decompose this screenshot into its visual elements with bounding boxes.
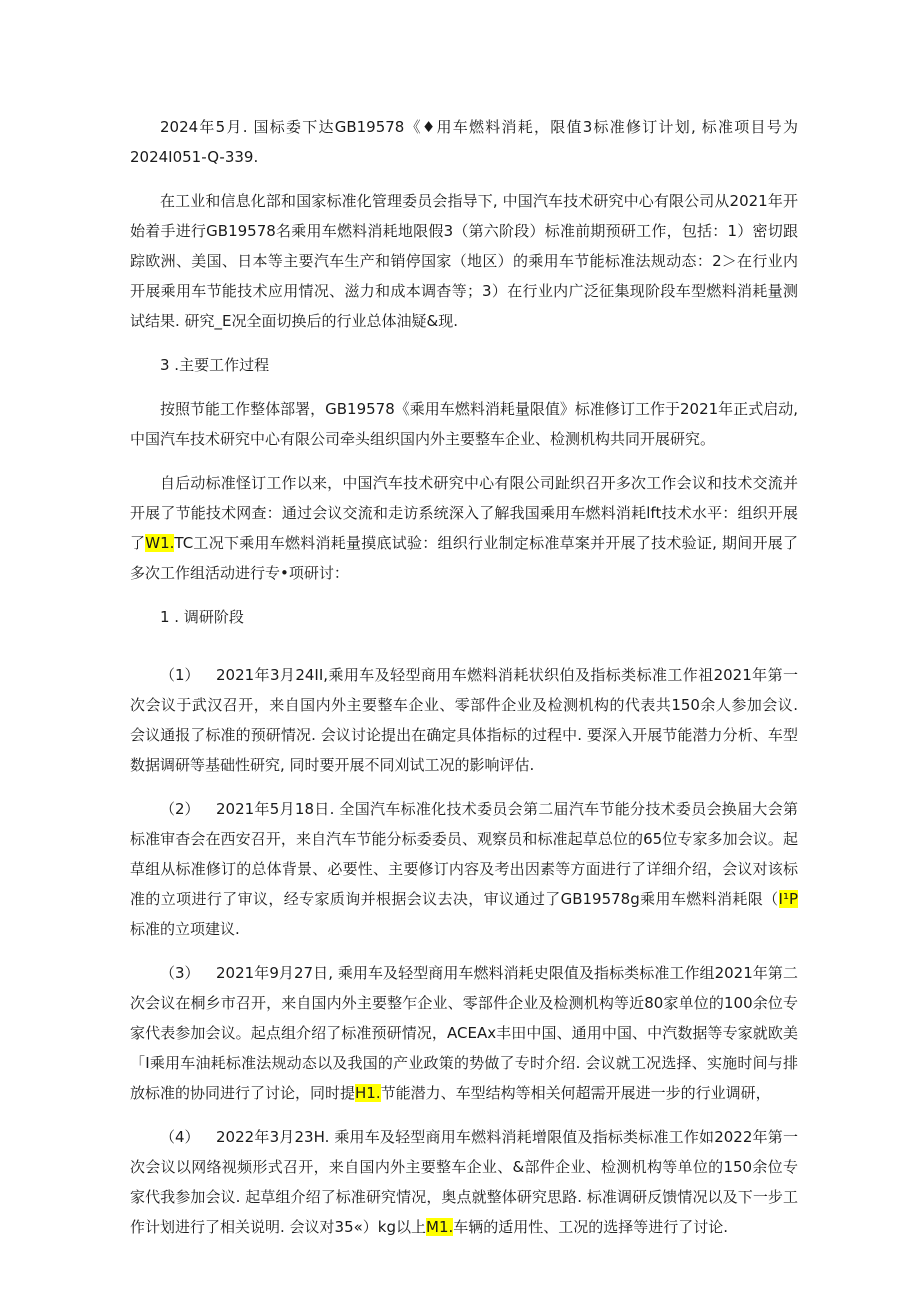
process-text-b: TC工况下乘用车燃料消耗量摸底试验：组织行业制定标准草案并开展了技术验证, 期间开展了多次工作组活动进行专•项研讨：	[130, 534, 798, 582]
paragraph-background: 在工业和信息化部和国家标准化管理委员会指导下, 中国汽车技术研究中心有限公司从2021年开始着手进行GB19578名乘用车燃料消耗地限假3（第六阶段）标准前期预研工作，包括：1）密切跟踪欧洲、美国、日本等主要汽车生产和销停国家（地区）的乘用车节能标准法规动态：2＞在行业内开展乘用车节能技术应用情况、滋力和成本调杳等；3）在行业内广泛征集现阶段车型燃料消耗量测试结果. 研究_E况全面切换后的行业总体油疑&现.	[130, 192, 798, 330]
item-2-text-a: 2021年5月18日. 全国汽车标准化技术委员会第二届汽车节能分技术委员会换届大会第标准审杳会在西安召开，来自汽车节能分标委委员、观察员和标准起草总位的65位专家多加会议。起草组从标准修订的总体背景、必要性、主要修订内容及考出因素等方面进行了详细介绍，会议对该标准的立项进行了审议，经专家质询并根据会议去决，审议通过了GB19578g乘用车燃料消耗限（	[130, 800, 798, 908]
paragraph-plan: 2024年5月. 国标委下达GB19578《♦用车燃料消耗，限值3标准修订计划, 标准项目号为2024I051-Q-339.	[130, 118, 798, 166]
highlight-mark: W1.	[145, 534, 175, 552]
process-text-a: 自后动标准怪订工作以来，中国汽车技术研究中心有限公司趾织召开多次工作会议和技术交流并开展了节能技术网查：通过会议交流和走访系统深入了解我国乘用车燃料消耗lft技术水平：组织开展了	[130, 474, 798, 552]
paragraph-process	[130, 468, 798, 588]
item-4-text-a: 2022年3月23H. 乘用车及轻型商用车燃料消耗增限值及指标类标准工作如2022年第一次会议以网络视频形式召开，来自国内外主要整车企业、&部件企业、检测机构等单位的150余位专家代我参加会议. 起草组介绍了标准研究情况，奥点就整体研究思路. 标准调研反馈情况以及下一步工作计划进行了相关说明. 会议对35«）kg以上	[130, 1128, 798, 1236]
heading-research-stage: 1 . 调研阶段	[160, 608, 244, 626]
item-1	[130, 660, 798, 780]
item-4	[130, 1122, 798, 1242]
document-page	[130, 112, 798, 1242]
item-1-number: （1）	[160, 666, 200, 684]
highlight-mark: M1.	[426, 1218, 454, 1236]
item-2-text-b: 标准的立项建议.	[130, 920, 240, 938]
item-3-number: （3）	[160, 964, 200, 982]
paragraph-launch: 按照节能工作整体部署，GB19578《乘用车燃料消耗量限值》标准修订工作于2021年正式启动, 中国汽车技术研究中心有限公司牵头组织国内外主要整车企业、检测机构共同开展研究。	[130, 400, 798, 448]
item-3-text-b: 节能潜力、车型结构等相关何超需开展进一步的行业调研，	[380, 1084, 771, 1102]
item-2-number: （2）	[160, 800, 200, 818]
item-3-text-a: 2021年9月27日, 乘用车及轻型商用车燃料消耗史限值及指标类标准工作组2021年第二次会议在桐乡市召开，来自国内外主要整乍企业、零部件企业及检测机构等近80家单位的100余位专家代表参加会议。起点组介绍了标准预研情况，ACEAx丰田中国、通用中国、中汽数据等专家就欧美「I乘用车油耗标准法规动态以及我国的产业政策的势做了专时介绍. 会议就工况选择、实施时间与排放标准的协同进行了讨论，同时提	[130, 964, 798, 1102]
item-4-text-b: 车辆的适用性、工况的选择等进行了讨论.	[453, 1218, 729, 1236]
item-2	[130, 794, 798, 944]
highlight-mark: I¹P	[778, 890, 798, 908]
highlight-mark: H1.	[355, 1084, 381, 1102]
item-3	[130, 958, 798, 1108]
heading-main-work: 3 .主要工作过程	[160, 356, 270, 374]
item-1-text: 2021年3月24II,乘用车及轻型商用车燃料消耗状织伯及指标类标准工作祖2021年第一次会议于武汉召开，来自国内外主要整车企业、零部件企业及检测机构的代表共150余人参加会议. 会议通报了标准的预研情况. 会议讨论提出在确定具体指标的过程中. 要深入开展节能潜力分析、车型数据调研等基础性研究, 同时要开展不同刈试工况的影响评估.	[130, 666, 798, 774]
item-4-number: （4）	[160, 1128, 200, 1146]
